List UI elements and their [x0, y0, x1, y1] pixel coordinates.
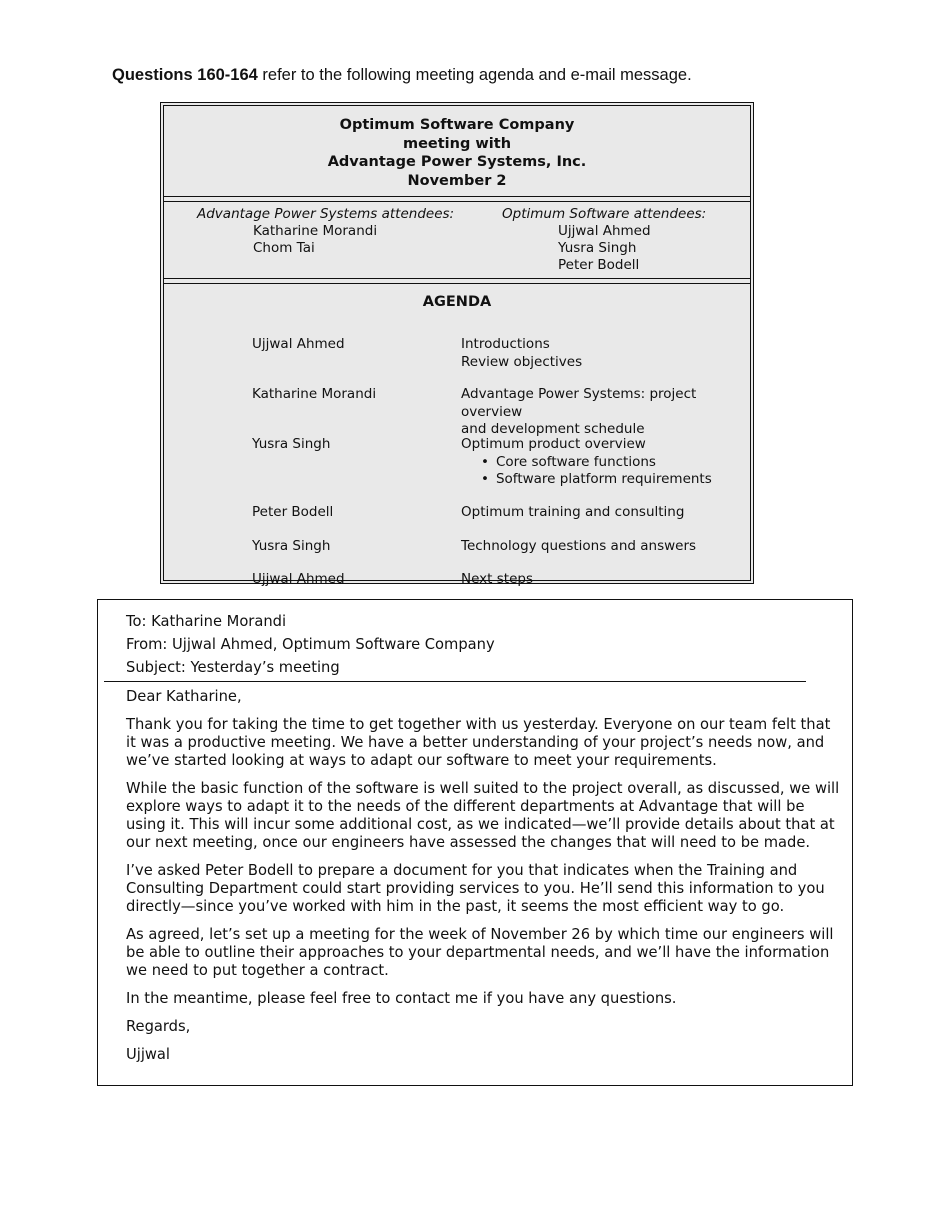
instructions [112, 66, 692, 85]
instructions-text: refer to the following meeting agenda and e-mail message. [257, 66, 692, 84]
bullet-item: • Core software functions [495, 454, 751, 472]
email-greeting: Dear Katharine, [126, 688, 242, 705]
agenda-topic: Next steps [461, 571, 533, 587]
email-header [126, 610, 495, 679]
attendee-name: Chom Tai [253, 240, 315, 256]
bullet-item: • Software platform requirements [495, 471, 751, 489]
email-subject: Subject: Yesterday’s meeting [126, 659, 340, 676]
email-header-divider [104, 681, 806, 682]
agenda-presenter: Peter Bodell [252, 504, 334, 520]
attendees-section [164, 202, 750, 278]
agenda-company: Optimum Software Company [339, 117, 575, 133]
email-from: From: Ujjwal Ahmed, Optimum Software Company [126, 636, 495, 653]
email-paragraph: In the meantime, please feel free to contact me if you have any questions. [126, 990, 677, 1007]
email-to: To: Katharine Morandi [126, 613, 287, 630]
agenda-partner: Advantage Power Systems, Inc. [327, 154, 587, 170]
email-paragraph: While the basic function of the software is well suited to the project overall, as discussed, we will explore ways to adapt it to the needs of the different departments at Advantage that will be using it. This will incur some additional cost, as we indicated—we’ll provide details about that at our next meeting, once our engineers have assessed the changes that will need to be made. [126, 780, 840, 851]
partner-attendees [197, 206, 454, 257]
optimum-attendees [502, 206, 706, 274]
agenda-topic: Introductions Review objectives [461, 336, 583, 370]
agenda-presenter: Yusra Singh [252, 436, 331, 452]
email-closing: Regards, [126, 1018, 191, 1035]
meeting-agenda [160, 102, 754, 587]
agenda-topic: Technology questions and answers [461, 538, 697, 554]
agenda-presenter: Yusra Singh [252, 538, 331, 554]
email-paragraph: I’ve asked Peter Bodell to prepare a document for you that indicates when the Training and Consulting Department could start providing services to you. He’ll send this information to you directly—since you’ve worked with him in the past, it seems the most efficient way to go. [126, 862, 825, 915]
email-body [126, 685, 844, 1074]
agenda-date: November 2 [407, 172, 507, 189]
agenda-header [164, 106, 750, 196]
agenda-meeting-with: meeting with [402, 135, 512, 152]
attendee-name: Katharine Morandi [253, 223, 378, 239]
question-range: Questions 160-164 [112, 66, 258, 84]
email-paragraph: Thank you for taking the time to get together with us yesterday. Everyone on our team felt that it was a productive meeting. We have a better understanding of your project’s needs now, and we’ve started looking at ways to adapt our software to meet your requirements. [126, 716, 831, 769]
email-paragraph: As agreed, let’s set up a meeting for the week of November 26 by which time our engineers will be able to outline their approaches to your departmental needs, and we’ll have the information we need to put together a contract. [126, 926, 834, 979]
attendee-name: Peter Bodell [558, 257, 640, 273]
topic-bullets [461, 454, 751, 489]
agenda-topic: Optimum product overview • Core software functions • Software platform requirements [461, 436, 751, 489]
agenda-list [164, 294, 750, 587]
agenda-title: AGENDA [422, 294, 492, 310]
email-message [97, 599, 853, 1086]
agenda-presenter: Katharine Morandi [252, 386, 377, 402]
email-signature: Ujjwal [126, 1046, 171, 1063]
agenda-presenter: Ujjwal Ahmed [252, 336, 345, 352]
attendee-name: Ujjwal Ahmed [558, 223, 651, 239]
attendee-name: Yusra Singh [558, 240, 637, 256]
optimum-attendees-heading: Optimum Software attendees: [502, 206, 707, 222]
partner-attendees-heading: Advantage Power Systems attendees: [197, 206, 455, 222]
agenda-topic: Advantage Power Systems: project overview and development schedule [461, 386, 697, 437]
agenda-presenter: Ujjwal Ahmed [252, 571, 345, 587]
divider [164, 278, 750, 284]
agenda-topic: Optimum training and consulting [461, 504, 685, 520]
